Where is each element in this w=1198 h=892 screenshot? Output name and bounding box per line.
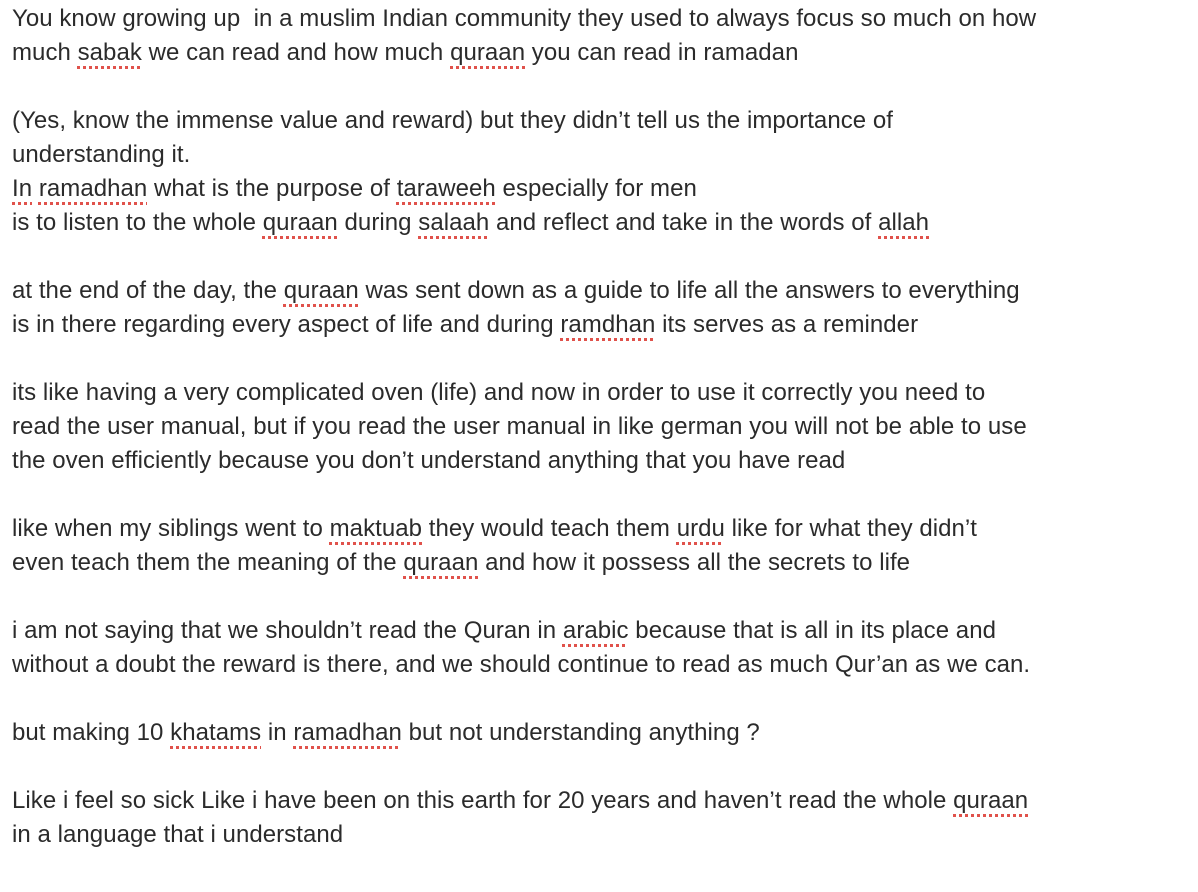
text-line bbox=[12, 818, 1190, 852]
text-run: is to listen to the whole bbox=[12, 209, 263, 236]
text-line bbox=[12, 376, 1190, 410]
text-run: i am not saying that we shouldn’t read the Quran in bbox=[12, 617, 563, 644]
text-run: its serves as a reminder bbox=[655, 311, 919, 338]
misspelled-word: quraan bbox=[953, 787, 1029, 814]
text-run: without a doubt the reward is there, and we should continue to read as much Qur’an as we can. bbox=[12, 651, 1031, 678]
text-line bbox=[12, 138, 1190, 172]
misspelled-word: ramadhan bbox=[293, 719, 402, 746]
text-run: read the user manual, but if you read the user manual in like german you will not be able to use bbox=[12, 413, 1027, 440]
text-line bbox=[12, 2, 1190, 36]
text-run: and how it possess all the secrets to life bbox=[478, 549, 911, 576]
blank-line bbox=[12, 478, 1190, 512]
blank-line bbox=[12, 682, 1190, 716]
text-run: understanding it. bbox=[12, 141, 191, 168]
misspelled-word: maktuab bbox=[329, 515, 423, 542]
blank-line bbox=[12, 580, 1190, 614]
misspelled-word: quraan bbox=[403, 549, 479, 576]
text-run: but making 10 bbox=[12, 719, 171, 746]
text-line bbox=[12, 546, 1190, 580]
text-run: the oven efficiently because you don’t understand anything that you have read bbox=[12, 447, 846, 474]
text-line bbox=[12, 410, 1190, 444]
text-run: like when my siblings went to bbox=[12, 515, 330, 542]
text-line bbox=[12, 512, 1190, 546]
text-run: during bbox=[337, 209, 419, 236]
misspelled-word: ramadhan bbox=[38, 175, 148, 202]
blank-line bbox=[12, 750, 1190, 784]
text-run: You know growing up in a muslim Indian community they used to always focus so much on how bbox=[12, 5, 1037, 32]
text-line bbox=[12, 308, 1190, 342]
text-line bbox=[12, 206, 1190, 240]
misspelled-word: sabak bbox=[77, 39, 142, 66]
text-line bbox=[12, 274, 1190, 308]
text-line bbox=[12, 104, 1190, 138]
text-run: we can read and how much bbox=[141, 39, 451, 66]
note-document[interactable] bbox=[12, 2, 1190, 852]
text-line bbox=[12, 172, 1190, 206]
text-line bbox=[12, 614, 1190, 648]
text-run: its like having a very complicated oven (life) and now in order to use it correctly you need to bbox=[12, 379, 986, 406]
text-run: you can read in ramadan bbox=[525, 39, 799, 66]
text-line bbox=[12, 444, 1190, 478]
blank-line bbox=[12, 70, 1190, 104]
text-line bbox=[12, 648, 1190, 682]
text-line bbox=[12, 784, 1190, 818]
misspelled-word: allah bbox=[878, 209, 930, 236]
misspelled-word: urdu bbox=[676, 515, 725, 542]
misspelled-word: salaah bbox=[418, 209, 490, 236]
text-run: and reflect and take in the words of bbox=[489, 209, 879, 236]
misspelled-word: In bbox=[12, 175, 33, 202]
text-line bbox=[12, 716, 1190, 750]
text-run: like for what they didn’t bbox=[724, 515, 978, 542]
text-run: they would teach them bbox=[422, 515, 677, 542]
misspelled-word: quraan bbox=[262, 209, 338, 236]
misspelled-word: arabic bbox=[562, 617, 629, 644]
text-run: in bbox=[261, 719, 294, 746]
text-run: what is the purpose of bbox=[147, 175, 397, 202]
text-run: is in there regarding every aspect of life and during bbox=[12, 311, 561, 338]
text-run: was sent down as a guide to life all the answers to everything bbox=[358, 277, 1020, 304]
misspelled-word: quraan bbox=[283, 277, 359, 304]
misspelled-word: quraan bbox=[450, 39, 526, 66]
text-run: much bbox=[12, 39, 78, 66]
text-run: but not understanding anything ? bbox=[401, 719, 760, 746]
text-run: even teach them the meaning of the bbox=[12, 549, 404, 576]
text-run: Like i feel so sick Like i have been on this earth for 20 years and haven’t read the whole bbox=[12, 787, 954, 814]
text-run: because that is all in its place and bbox=[628, 617, 996, 644]
text-run: at the end of the day, the bbox=[12, 277, 284, 304]
text-run bbox=[32, 175, 39, 202]
blank-line bbox=[12, 342, 1190, 376]
text-line bbox=[12, 36, 1190, 70]
text-run: (Yes, know the immense value and reward) but they didn’t tell us the importance of bbox=[12, 107, 894, 134]
blank-line bbox=[12, 240, 1190, 274]
misspelled-word: ramdhan bbox=[560, 311, 656, 338]
misspelled-word: khatams bbox=[170, 719, 262, 746]
text-run: in a language that i understand bbox=[12, 821, 344, 848]
misspelled-word: taraweeh bbox=[396, 175, 496, 202]
text-run: especially for men bbox=[495, 175, 697, 202]
